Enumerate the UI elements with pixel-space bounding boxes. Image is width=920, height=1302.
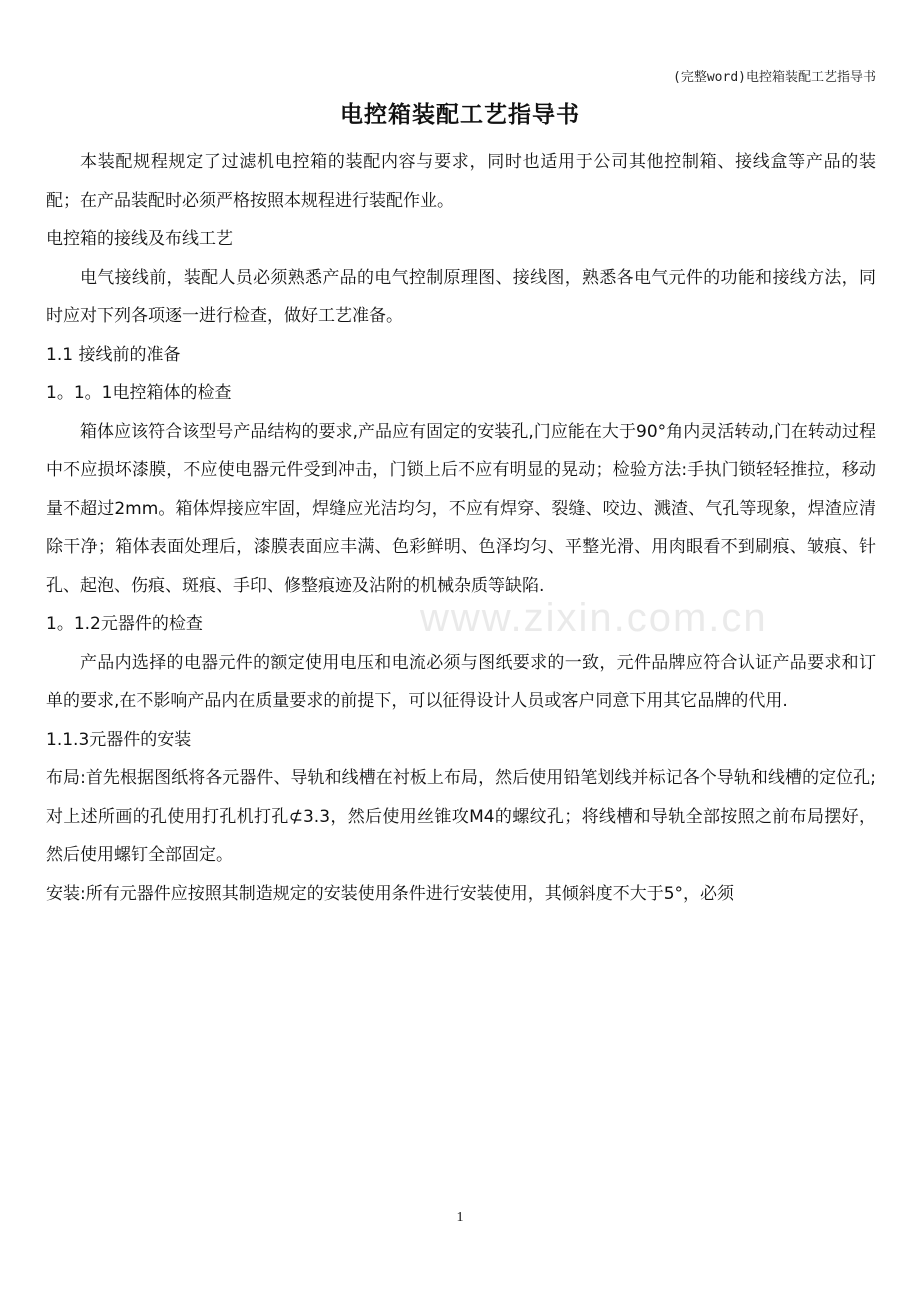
heading-1-1: 1.1 接线前的准备 (46, 344, 181, 365)
heading-1-1-2: 1。1.2元器件的检查 (46, 614, 203, 634)
section-heading: 电控箱的接线及布线工艺 (46, 229, 233, 249)
watermark: www.zixin.com.cn (420, 596, 768, 640)
component-check-paragraph: 产品内选择的电器元件的额定使用电压和电流必须与图纸要求的一致，元件品牌应符合认证产品要求和订单的要求,在不影响产品内在质量要求的前提下，可以征得设计人员或客户同意下用其它品牌的代用. (46, 652, 876, 711)
document-header: (完整word)电控箱装配工艺指导书 (673, 70, 876, 85)
heading-1-1-1: 1。1。1电控箱体的检查 (46, 383, 232, 403)
intro-paragraph: 本装配规程规定了过滤机电控箱的装配内容与要求，同时也适用于公司其他控制箱、接线盒等产品的装配；在产品装配时必须严格按照本规程进行装配作业。 (46, 152, 876, 211)
cabinet-check-paragraph: 箱体应该符合该型号产品结构的要求,产品应有固定的安装孔,门应能在大于90°角内灵活转动,门在转动过程中不应损坏漆膜，不应使电器元件受到冲击，门锁上后不应有明显的晃动；检验方法:手执门锁轻轻推拉，移动量不超过2mm。箱体焊接应牢固，焊缝应光洁均匀，不应有焊穿、裂缝、咬边、溅渣、气孔等现象，焊渣应清除干净；箱体表面处理后，漆膜表面应丰满、色彩鲜明、色泽均匀、平整光滑、用肉眼看不到刷痕、皱痕、针孔、起泡、伤痕、斑痕、手印、修整痕迹及沾附的机械杂质等缺陷. (46, 421, 876, 596)
heading-1-1-3: 1.1.3元器件的安装 (46, 729, 192, 750)
page-number: 1 (456, 1210, 464, 1225)
layout-paragraph: 布局:首先根据图纸将各元器件、导轨和线槽在衬板上布局，然后使用铅笔划线并标记各个导轨和线槽的定位孔;对上述所画的孔使用打孔机打孔⊄3.3，然后使用丝锥攻M4的螺纹孔；将线槽和导轨全部按照之前布局摆好，然后使用螺钉全部固定。 (46, 768, 876, 865)
document-title: 电控箱装配工艺指导书 (340, 102, 580, 128)
document-body (46, 143, 876, 913)
install-paragraph: 安装:所有元器件应按照其制造规定的安装使用条件进行安装使用，其倾斜度不大于5°，必须 (46, 883, 735, 904)
wiring-intro-paragraph: 电气接线前，装配人员必须熟悉产品的电气控制原理图、接线图，熟悉各电气元件的功能和接线方法，同时应对下列各项逐一进行检查，做好工艺准备。 (46, 267, 876, 326)
